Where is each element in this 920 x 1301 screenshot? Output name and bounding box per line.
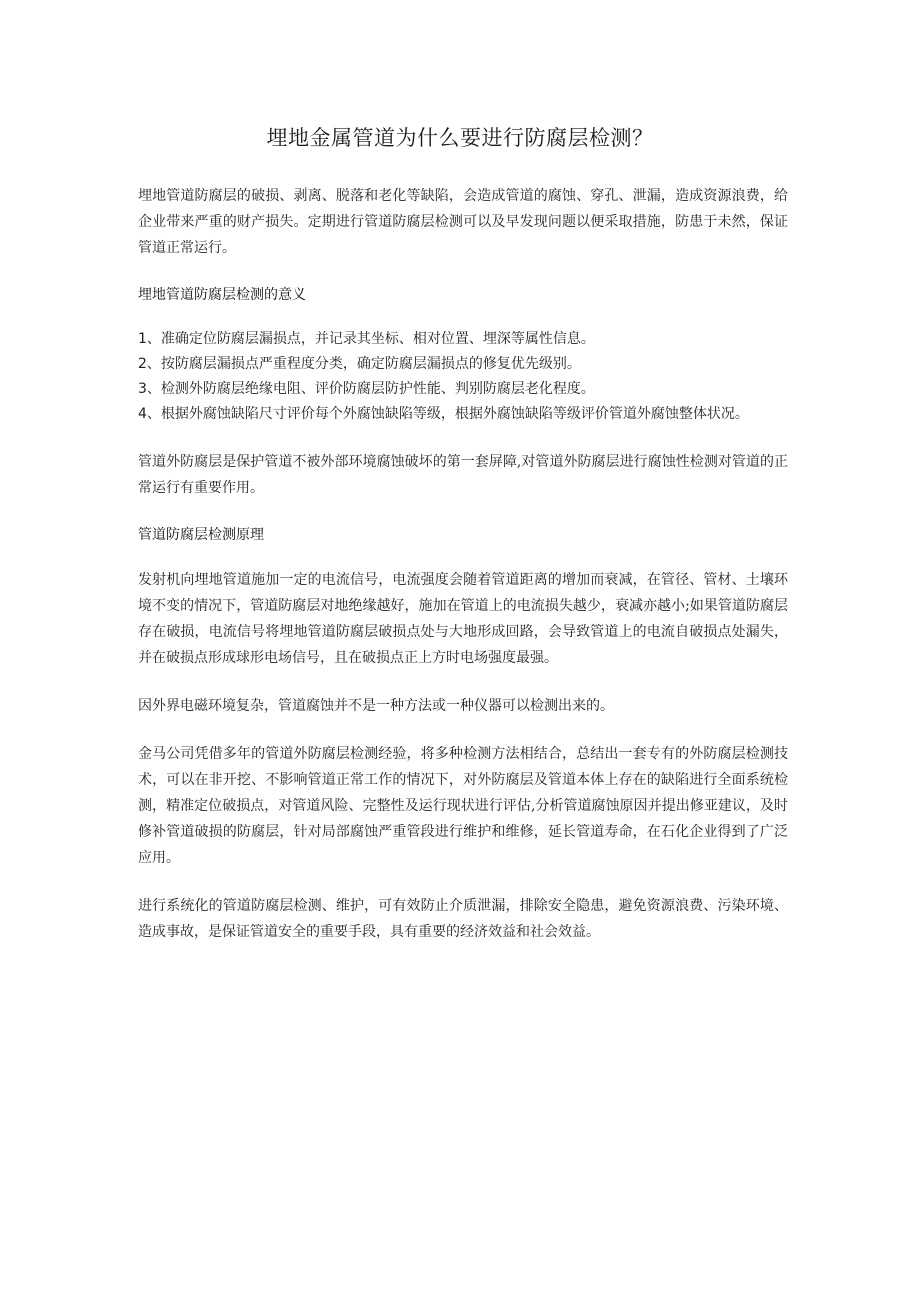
- section-heading-significance: 埋地管道防腐层检测的意义: [138, 287, 306, 303]
- list-item: [138, 327, 788, 352]
- list-item-text: 、检测外防腐层绝缘电阻、评价防腐层防护性能、判别防腐层老化程度。: [146, 381, 595, 397]
- list-item-text: 、根据外腐蚀缺陷尺寸评价每个外腐蚀缺陷等级，根据外腐蚀缺陷等级评价管道外腐蚀整体状况。: [146, 406, 749, 422]
- document-body: [138, 183, 788, 967]
- list-item: [138, 402, 788, 427]
- intro-paragraph: 埋地管道防腐层的破损、剥离、脱落和老化等缺陷，会造成管道的腐蚀、穿孔、泄漏，造成资源浪费，给企业带来严重的财产损失。定期进行管道防腐层检测可以及早发现问题以便采取措施，防患于未然，保证管道正常运行。: [138, 188, 788, 256]
- principle-paragraph: 发射机向埋地管道施加一定的电流信号，电流强度会随着管道距离的增加而衰减，在管径、管材、土壤环境不变的情况下，管道防腐层对地绝缘越好，施加在管道上的电流损失越少，衰减亦越小;如果管道防腐层存在破损，电流信号将埋地管道防腐层破损点处与大地形成回路，会导致管道上的电流自破损点处漏失，并在破损点形成球形电场信号，且在破损点正上方时电场强度最强。: [138, 572, 788, 666]
- list-item-number: 4: [138, 406, 147, 422]
- significance-list: [138, 327, 788, 427]
- company-paragraph: 金马公司凭借多年的管道外防腐层检测经验，将多种检测方法相结合，总结出一套专有的外防腐层检测技术，可以在非开挖、不影响管道正常工作的情况下，对外防腐层及管道本体上存在的缺陷进行全面系统检测，精准定位破损点，对管道风险、完整性及运行现状进行评估,分析管道腐蚀原因并提出修亚建议，及时修补管道破损的防腐层，针对局部腐蚀严重管段进行维护和维修，延长管道寿命，在石化企业得到了广泛应用。: [138, 746, 788, 866]
- list-item-number: 3: [138, 381, 147, 397]
- list-item: [138, 352, 788, 377]
- list-item-text: 、按防腐层漏损点严重程度分类，确定防腐层漏损点的修复优先级别。: [146, 356, 581, 372]
- environment-paragraph: 因外界电磁环境复杂，管道腐蚀并不是一种方法或一种仪器可以检测出来的。: [138, 698, 614, 714]
- list-item-number: 1: [138, 331, 147, 347]
- list-item-number: 2: [138, 356, 147, 372]
- section-heading-principle: 管道防腐层检测原理: [138, 527, 264, 543]
- significance-summary-paragraph: 管道外防腐层是保护管道不被外部环境腐蚀破坏的第一套屏障,对管道外防腐层进行腐蚀性检测对管道的正常运行有重要作用。: [138, 454, 788, 496]
- list-item: [138, 377, 788, 402]
- list-item-text: 、准确定位防腐层漏损点，并记录其坐标、相对位置、埋深等属性信息。: [146, 331, 595, 347]
- page-title: 埋地金属管道为什么要进行防腐层检测？: [266, 126, 654, 150]
- conclusion-paragraph: 进行系统化的管道防腐层检测、维护，可有效防止介质泄漏，排除安全隐患，避免资源浪费、污染环境、造成事故，是保证管道安全的重要手段，具有重要的经济效益和社会效益。: [138, 898, 788, 940]
